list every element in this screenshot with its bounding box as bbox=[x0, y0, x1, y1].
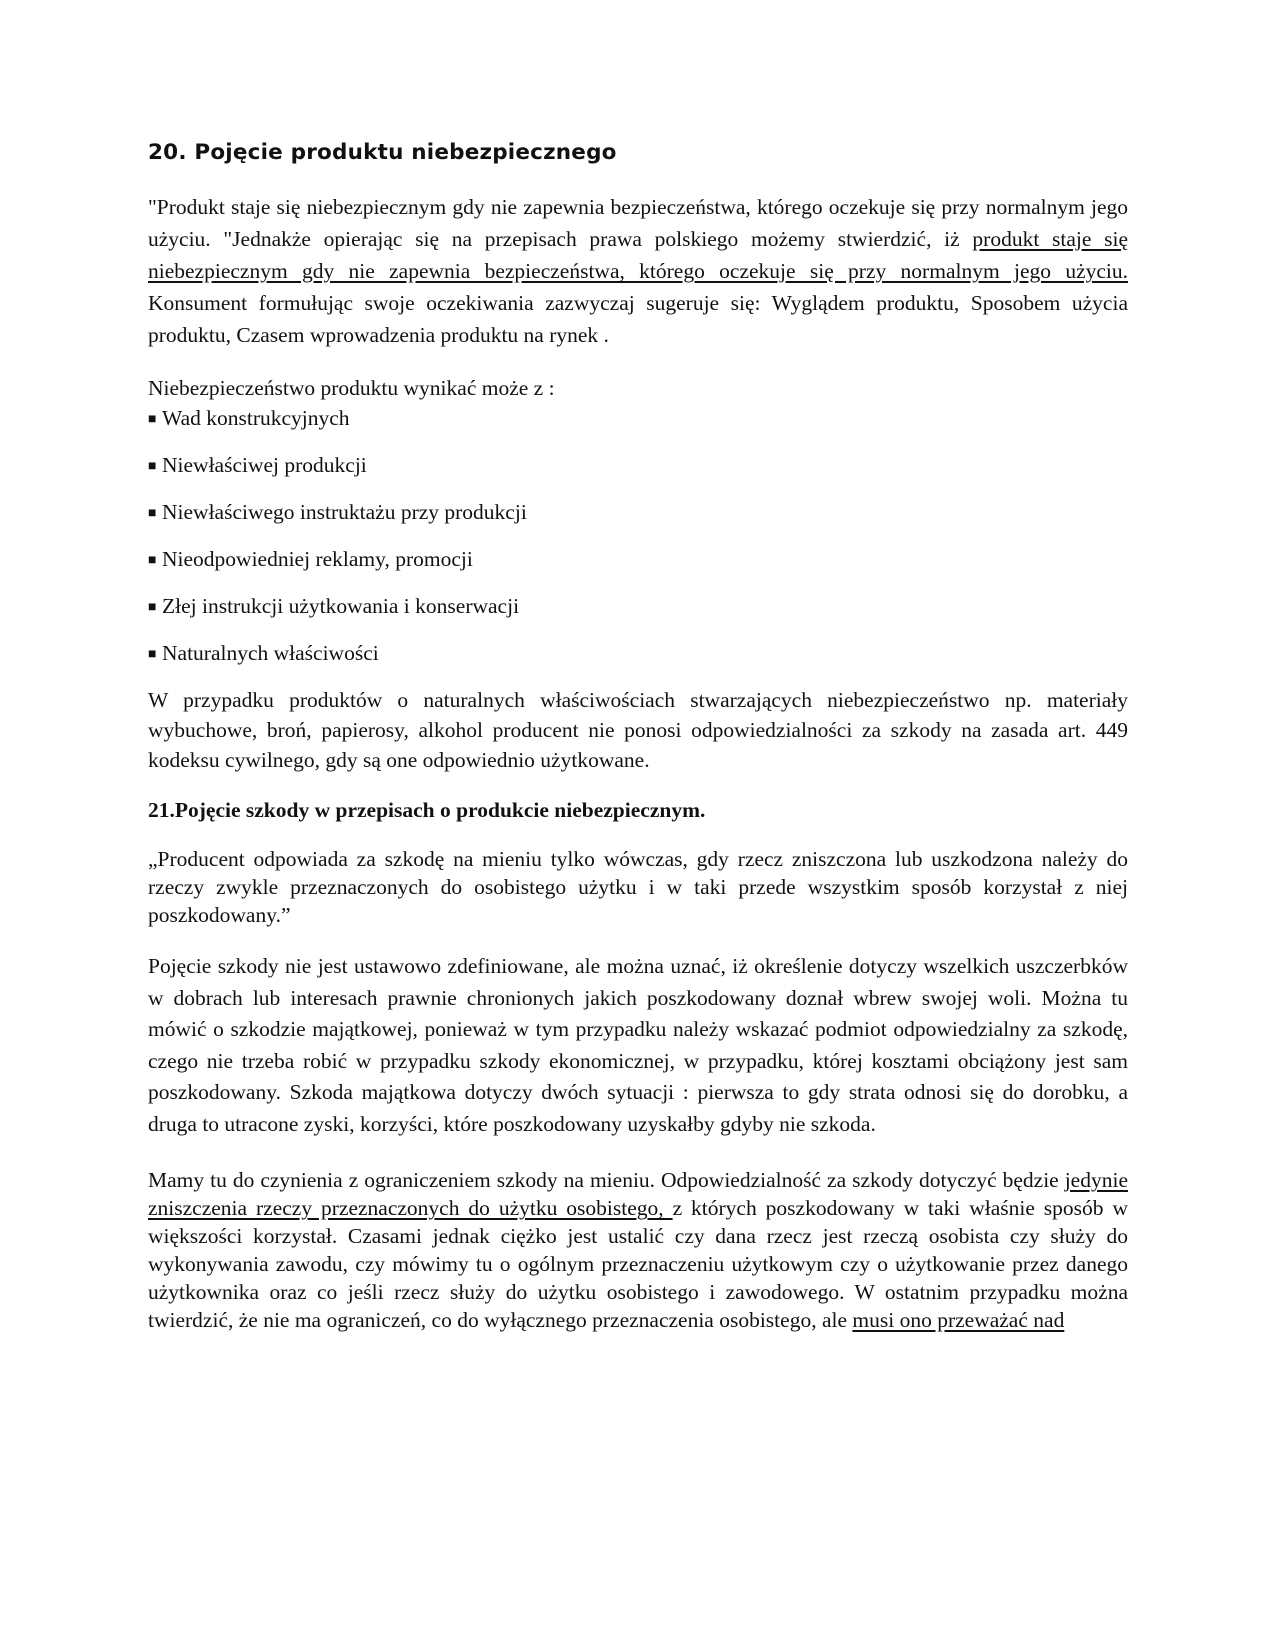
paragraph-definition bbox=[148, 191, 1128, 351]
paragraph-text: z których poszkodowany w taki właśnie sposób w większości korzystał. Czasami jednak ciężko jest ustalić czy dana rzecz jest rzeczą osobista czy służy do wykonywania zawodu, czy mówimy tu o ogólnym przeznaczeniu użytkowym czy o użytkowanie przez danego użytkownika oraz co jeśli rzecz służy do użytku osobistego i zawodowego. W ostatnim przypadku można twierdzić, że nie ma ograniczeń, co do wyłącznego przeznaczenia osobistego, ale bbox=[148, 1196, 1128, 1333]
underlined-text: jedynie zniszczenia rzeczy przeznaczonych do użytku osobistego, bbox=[148, 1168, 1128, 1221]
bullet-icon: ■ bbox=[148, 600, 157, 616]
hazard-list bbox=[148, 403, 1128, 670]
section-20-heading: 20. Pojęcie produktu niebezpiecznego bbox=[148, 140, 617, 165]
paragraph-damage-limitation bbox=[148, 1166, 1128, 1334]
paragraph-natural-properties: W przypadku produktów o naturalnych właściwościach stwarzających niebezpieczeństwo np. materiały wybuchowe, broń, papierosy, alkohol producent nie ponosi odpowiedzialności za szkody na zasada art. 449 kodeksu cywilnego, gdy są one odpowiednio użytkowane. bbox=[148, 688, 1128, 773]
list-item bbox=[148, 450, 1128, 482]
paragraph-damage-definition: Pojęcie szkody nie jest ustawowo zdefiniowane, ale można uznać, iż określenie dotyczy wszelkich uszczerbków w dobrach lub interesach prawnie chronionych jakich poszkodowany doznał wbrew swojej woli. Można tu mówić o szkodzie majątkowej, ponieważ w tym przypadku należy wskazać podmiot odpowiedzialny za szkodę, czego nie trzeba robić w przypadku szkody ekonomicznej, w przypadku, której kosztami obciążony jest sam poszkodowany. Szkoda majątkowa dotyczy dwóch sytuacji : pierwsza to gdy strata odnosi się do dorobku, a druga to utracone zyski, korzyści, które poszkodowany uzyskałby gdyby nie szkoda. bbox=[148, 954, 1128, 1136]
list-item bbox=[148, 544, 1128, 576]
underlined-text: musi ono przeważać nad bbox=[852, 1308, 1065, 1333]
bullet-icon: ■ bbox=[148, 459, 157, 475]
page-content bbox=[148, 140, 1128, 1334]
paragraph-text: Konsument formułując swoje oczekiwania zazwyczaj sugeruje się: Wyglądem produktu, Sposobem użycia produktu, Czasem wprowadzenia produktu na rynek . bbox=[148, 291, 1128, 347]
list-intro: Niebezpieczeństwo produktu wynikać może z : bbox=[148, 376, 555, 400]
list-item bbox=[148, 638, 1128, 670]
bullet-icon: ■ bbox=[148, 412, 157, 428]
paragraph-quote: „Producent odpowiada za szkodę na mieniu tylko wówczas, gdy rzecz zniszczona lub uszkodzona należy do rzeczy zwykle przeznaczonych do osobistego użytku i w taki przede wszystkim sposób korzystał z niej poszkodowany.” bbox=[148, 847, 1128, 928]
bullet-icon: ■ bbox=[148, 506, 157, 522]
list-item-text: Niewłaściwej produkcji bbox=[162, 453, 367, 478]
list-item-text: Nieodpowiedniej reklamy, promocji bbox=[162, 547, 473, 572]
bullet-icon: ■ bbox=[148, 553, 157, 569]
list-item bbox=[148, 403, 1128, 435]
list-item-text: Naturalnych właściwości bbox=[162, 641, 379, 666]
list-item bbox=[148, 497, 1128, 529]
list-item bbox=[148, 591, 1128, 623]
bullet-icon: ■ bbox=[148, 647, 157, 663]
list-item-text: Niewłaściwego instruktażu przy produkcji bbox=[162, 500, 527, 525]
paragraph-text: "Produkt staje się niebezpiecznym gdy nie zapewnia bezpieczeństwa, którego oczekuje się przy normalnym jego użyciu. "Jednakże opierając się na przepisach prawa polskiego możemy stwierdzić, iż bbox=[148, 195, 1128, 251]
paragraph-text: Mamy tu do czynienia z ograniczeniem szkody na mieniu. Odpowiedzialność za szkody dotyczyć będzie bbox=[148, 1168, 1065, 1193]
underlined-text: produkt staje się niebezpiecznym gdy nie zapewnia bezpieczeństwa, którego oczekuje się przy normalnym jego użyciu. bbox=[148, 227, 1129, 283]
list-item-text: Złej instrukcji użytkowania i konserwacji bbox=[162, 594, 520, 619]
section-21-heading: 21.Pojęcie szkody w przepisach o produkcie niebezpiecznym. bbox=[148, 798, 706, 823]
list-item-text: Wad konstrukcyjnych bbox=[162, 406, 350, 430]
